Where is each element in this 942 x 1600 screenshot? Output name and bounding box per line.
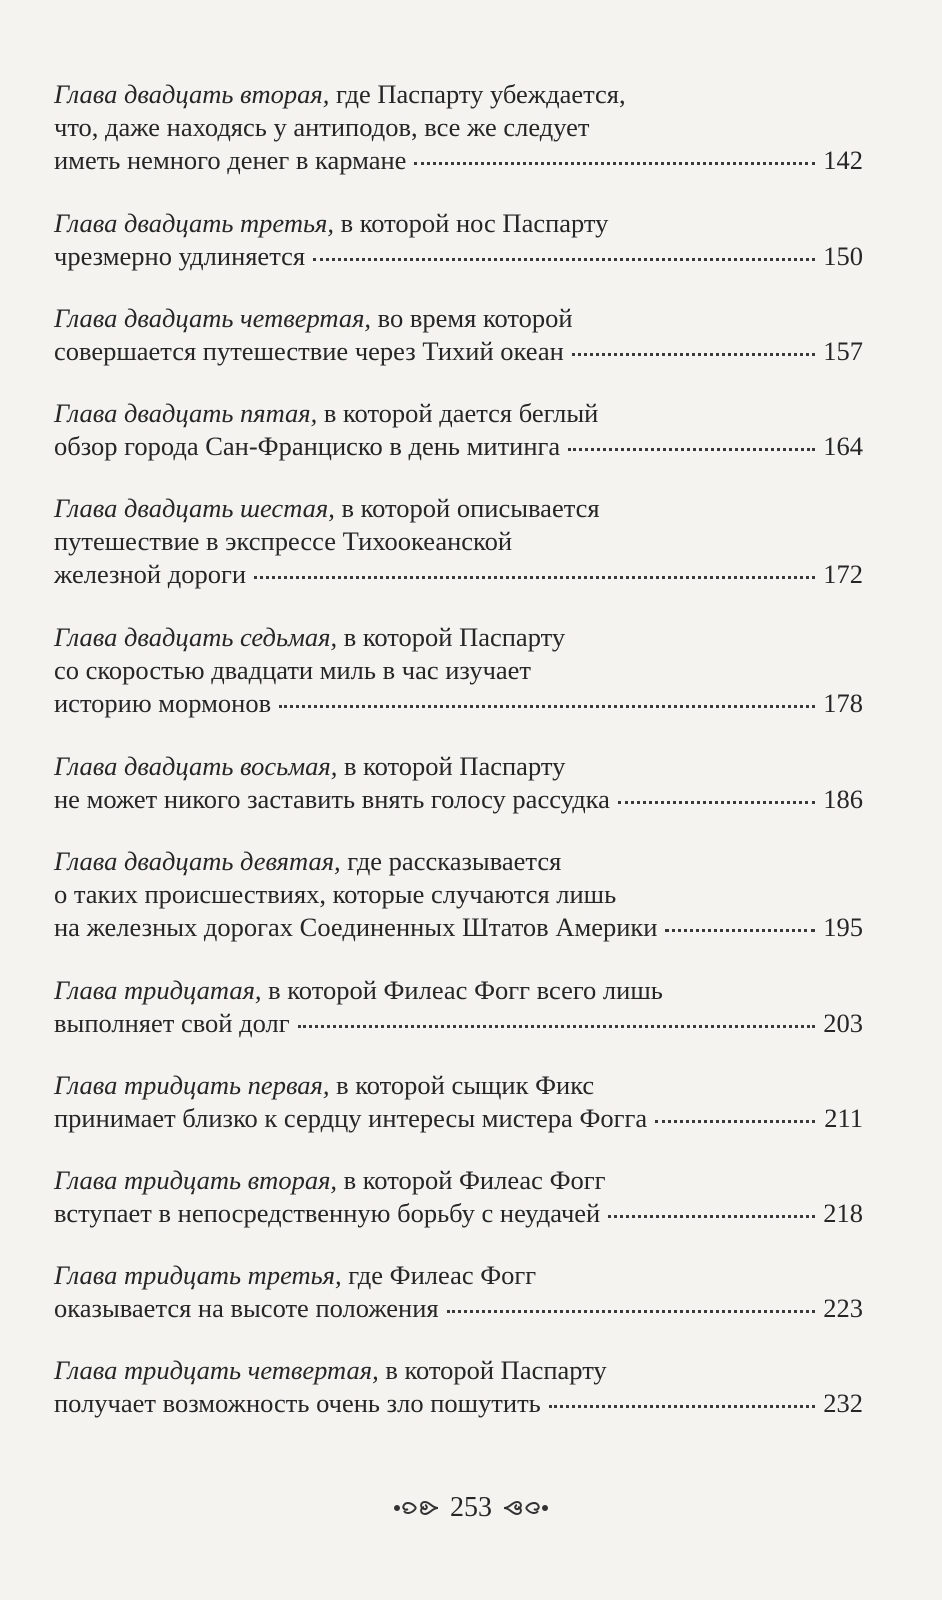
chapter-title: Глава двадцать пятая, xyxy=(54,398,318,428)
chapter-description: во время которой xyxy=(371,303,573,333)
chapter-title: Глава тридцать первая, xyxy=(54,1070,330,1100)
dot-leader xyxy=(447,1310,815,1313)
toc-line xyxy=(54,78,863,111)
page-ref[interactable]: 195 xyxy=(823,912,863,942)
toc-entry xyxy=(54,207,863,273)
chapter-description: чрезмерно удлиняется xyxy=(54,241,306,271)
toc-line xyxy=(54,397,863,430)
chapter-description: что, даже находясь у антиподов, все же следует xyxy=(54,112,590,142)
toc-line xyxy=(54,1259,863,1292)
chapter-description: где Филеас Фогг xyxy=(341,1260,537,1290)
toc-line xyxy=(54,1197,863,1230)
chapter-description: в которой сыщик Фикс xyxy=(329,1070,595,1100)
chapter-description: оказывается на высоте положения xyxy=(54,1293,439,1323)
toc-line xyxy=(54,1164,863,1197)
chapter-description: обзор города Сан-Франциско в день митинга xyxy=(54,431,561,461)
toc-line xyxy=(54,335,863,368)
toc-line xyxy=(54,558,863,591)
chapter-title: Глава двадцать седьмая, xyxy=(54,622,338,652)
toc-line xyxy=(54,1102,863,1135)
page-footer xyxy=(0,1492,942,1524)
chapter-description: выполняет свой долг xyxy=(54,1008,290,1038)
dot-leader xyxy=(568,448,815,451)
dot-leader xyxy=(279,705,815,708)
page-ref[interactable]: 164 xyxy=(823,431,863,461)
toc-line xyxy=(54,1069,863,1102)
toc-line xyxy=(54,878,863,911)
toc-line xyxy=(54,1007,863,1040)
dot-leader xyxy=(572,353,815,356)
chapter-description: совершается путешествие через Тихий океан xyxy=(54,336,564,366)
toc-line xyxy=(54,1292,863,1325)
chapter-title: Глава двадцать восьмая, xyxy=(54,751,338,781)
chapter-description: иметь немного денег в кармане xyxy=(54,145,407,175)
chapter-description: в которой Паспарту xyxy=(378,1355,607,1385)
page-number: 253 xyxy=(450,1492,492,1523)
page-ref[interactable]: 223 xyxy=(823,1293,863,1323)
page-ref[interactable]: 211 xyxy=(824,1103,863,1133)
toc-line xyxy=(54,525,863,558)
chapter-description: на железных дорогах Соединенных Штатов Америки xyxy=(54,912,658,942)
toc-entry xyxy=(54,492,863,591)
chapter-description: получает возможность очень зло пошутить xyxy=(54,1388,541,1418)
chapter-title: Глава двадцать девятая, xyxy=(54,846,341,876)
chapter-title: Глава тридцатая, xyxy=(54,975,262,1005)
dot-leader xyxy=(618,801,815,804)
toc-entry xyxy=(54,1259,863,1325)
chapter-description: где Паспарту убеждается, xyxy=(329,79,626,109)
chapter-description: в которой Филеас Фогг xyxy=(337,1165,606,1195)
toc-entry xyxy=(54,78,863,177)
toc-entry xyxy=(54,397,863,463)
dot-leader xyxy=(655,1120,815,1123)
chapter-description: со скоростью двадцати миль в час изучает xyxy=(54,655,531,685)
toc-line xyxy=(54,654,863,687)
page-ref[interactable]: 218 xyxy=(823,1198,863,1228)
page-ref[interactable]: 203 xyxy=(823,1008,863,1038)
chapter-title: Глава двадцать четвертая, xyxy=(54,303,372,333)
toc-entry xyxy=(54,845,863,944)
toc-line xyxy=(54,750,863,783)
toc-entry xyxy=(54,1069,863,1135)
chapter-title: Глава двадцать шестая, xyxy=(54,493,335,523)
chapter-description: где рассказывается xyxy=(340,846,562,876)
page-ref[interactable]: 157 xyxy=(823,336,863,366)
chapter-title: Глава тридцать четвертая, xyxy=(54,1355,379,1385)
dot-leader xyxy=(549,1405,815,1408)
toc-line xyxy=(54,911,863,944)
chapter-title: Глава тридцать третья, xyxy=(54,1260,342,1290)
toc-line xyxy=(54,492,863,525)
toc-entry xyxy=(54,974,863,1040)
toc-line xyxy=(54,111,863,144)
toc-line xyxy=(54,207,863,240)
toc-line xyxy=(54,687,863,720)
right-ornament-icon xyxy=(502,1496,550,1520)
chapter-description: в которой описывается xyxy=(334,493,600,523)
dot-leader xyxy=(313,258,815,261)
toc-line xyxy=(54,144,863,177)
toc-entry xyxy=(54,1164,863,1230)
page-ref[interactable]: 150 xyxy=(823,241,863,271)
page-ref[interactable]: 142 xyxy=(823,145,863,175)
dot-leader xyxy=(254,576,815,579)
dot-leader xyxy=(298,1025,815,1028)
chapter-description: вступает в непосредственную борьбу с неудачей xyxy=(54,1198,601,1228)
chapter-title: Глава двадцать третья, xyxy=(54,208,334,238)
chapter-description: в которой Паспарту xyxy=(337,751,566,781)
page-ref[interactable]: 232 xyxy=(823,1388,863,1418)
chapter-description: путешествие в экспрессе Тихоокеанской xyxy=(54,526,513,556)
chapter-description: железной дороги xyxy=(54,559,247,589)
toc-line xyxy=(54,302,863,335)
chapter-description: о таких происшествиях, которые случаются лишь xyxy=(54,879,617,909)
toc-line xyxy=(54,430,863,463)
page-ref[interactable]: 178 xyxy=(823,688,863,718)
chapter-description: в которой Паспарту xyxy=(337,622,566,652)
toc-entry xyxy=(54,621,863,720)
toc-entry xyxy=(54,302,863,368)
toc-line xyxy=(54,974,863,1007)
toc-line xyxy=(54,1387,863,1420)
page-ref[interactable]: 172 xyxy=(823,559,863,589)
left-ornament-icon xyxy=(392,1496,440,1520)
dot-leader xyxy=(665,929,815,932)
chapter-description: историю мормонов xyxy=(54,688,272,718)
dot-leader xyxy=(414,162,815,165)
toc-line xyxy=(54,783,863,816)
toc-entry xyxy=(54,750,863,816)
chapter-description: в которой Филеас Фогг всего лишь xyxy=(261,975,663,1005)
chapter-description: не может никого заставить внять голосу рассудка xyxy=(54,784,610,814)
chapter-title: Глава тридцать вторая, xyxy=(54,1165,338,1195)
dot-leader xyxy=(608,1215,815,1218)
chapter-description: в которой дается беглый xyxy=(317,398,599,428)
toc-line xyxy=(54,1354,863,1387)
toc-entry xyxy=(54,1354,863,1420)
chapter-description: в которой нос Паспарту xyxy=(333,208,609,238)
chapter-title: Глава двадцать вторая, xyxy=(54,79,330,109)
toc-line xyxy=(54,621,863,654)
toc-line xyxy=(54,240,863,273)
toc-line xyxy=(54,845,863,878)
page-ref[interactable]: 186 xyxy=(823,784,863,814)
chapter-description: принимает близко к сердцу интересы мистера Фогга xyxy=(54,1103,648,1133)
